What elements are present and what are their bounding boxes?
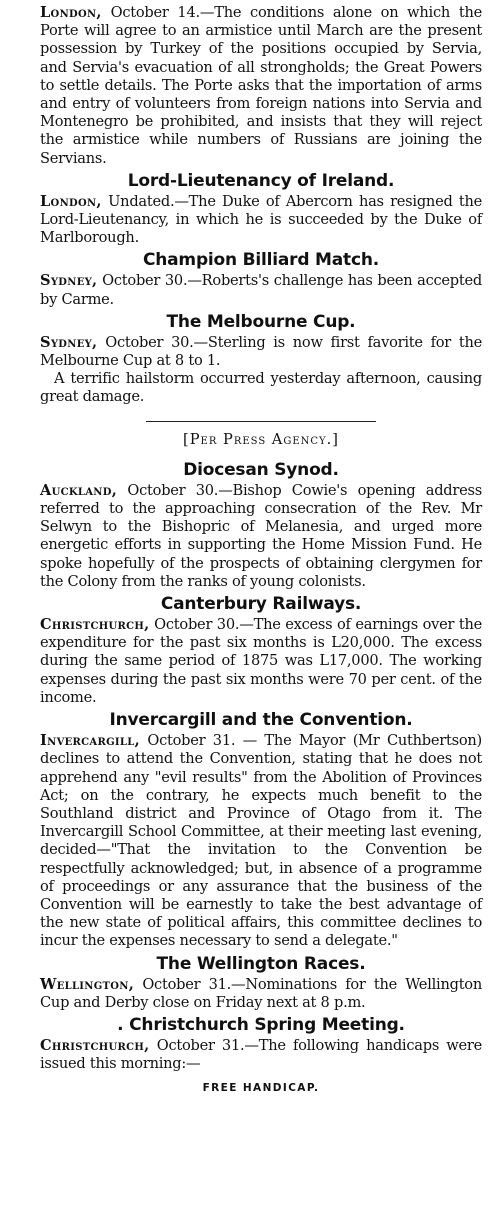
dateline-place: Christchurch,: [40, 1036, 150, 1054]
dateline-place: Sydney,: [40, 333, 98, 351]
dateline-place: London,: [40, 4, 102, 21]
dateline-place: Wellington,: [40, 975, 135, 993]
article-heading: Invercargill and the Convention.: [109, 710, 413, 731]
dateline-place: London,: [40, 192, 102, 210]
article-body: October 31.—The following handicaps were issued this morning:—: [40, 1036, 482, 1073]
article-paragraph: [40, 976, 482, 1012]
article-heading: Canterbury Railways.: [160, 594, 362, 615]
article-paragraph: [40, 482, 482, 591]
article-heading: Champion Billiard Match.: [142, 250, 380, 271]
dateline-place: Christchurch,: [40, 616, 150, 634]
article-body: October 30.—The excess of earnings over the expenditure for the past six months is L20,000. The excess during the same period of 1875 was L17,000. The working expenses during the past six months were 70 per cent. of the income.: [40, 616, 482, 706]
press-agency-label: [Per Press Agency.]: [183, 430, 339, 448]
article-paragraph: [40, 334, 482, 370]
handicap-subheading: FREE HANDICAP.: [202, 1082, 320, 1095]
article-paragraph: [40, 272, 482, 308]
article-heading: The Wellington Races.: [156, 953, 366, 974]
article-body: October 31. — The Mayor (Mr Cuthbertson) declines to attend the Convention, stating that he does not apprehend any "evil results" from the Abolition of Provinces Act; on the contrary, he expects much benefit to the Southland district and Province of Otago from it. The Invercargill School Committee, at their meeting last evening, decided—"That the invitation to the Convention be respectfully acknowledged; but, in absence of a programme of proceedings or any assurance that the business of the Convention will be earnestly to take the best advantage of the new state of political affairs, this committee declines to incur the expenses necessary to send a delegate.": [40, 732, 482, 950]
article-heading: Diocesan Synod.: [183, 459, 339, 480]
dateline-place: Auckland,: [40, 481, 118, 499]
article-paragraph: [40, 616, 482, 707]
article-body: October 14.—The conditions alone on which the Porte will agree to an armistice until March are the present possession by Turkey of the positions occupied by Servia, and Servia's evacuation of all strongholds; the Great Powers to settle details. The Porte asks that the importation of arms and entry of volunteers from foreign nations into Servia and Montenegro be prohibited, and insists that they will reject the armistice while numbers of Russians are joining the Servians.: [40, 4, 482, 167]
article-body: Undated.—The Duke of Abercorn has resigned the Lord-Lieutenancy, in which he is succeeded by the Duke of Marlborough.: [40, 192, 482, 247]
article-paragraph: [40, 732, 482, 950]
article-body: October 31.—Nominations for the Wellington Cup and Derby close on Friday next at 8 p.m.: [40, 975, 482, 1011]
dateline-place: Invercargill,: [40, 732, 140, 750]
article-paragraph: [40, 193, 482, 248]
dateline-place: Sydney,: [40, 272, 98, 290]
article-body: October 30.—Sterling is now first favorite for the Melbourne Cup at 8 to 1.: [40, 333, 482, 370]
article-heading: . Christchurch Spring Meeting.: [117, 1014, 405, 1035]
article-heading: The Melbourne Cup.: [166, 311, 356, 332]
article-paragraph: [40, 4, 482, 168]
article-body: October 30.—Roberts's challenge has been accepted by Carme.: [40, 272, 482, 308]
article-body: October 30.—Bishop Cowie's opening address referred to the approaching consecration of the Rev. Mr Selwyn to the Bishopric of Melanesia, and urged more energetic efforts in supporting the Home Mission Fund. He spoke hopefully of the prospects of obtaining clergymen for the Colony from the ranks of young colonists.: [40, 481, 482, 590]
article-paragraph-extra: A terrific hailstorm occurred yesterday afternoon, causing great damage.: [40, 370, 482, 406]
article-paragraph: [40, 1037, 482, 1073]
section-divider: [146, 421, 376, 422]
article-heading: Lord-Lieutenancy of Ireland.: [127, 170, 395, 191]
